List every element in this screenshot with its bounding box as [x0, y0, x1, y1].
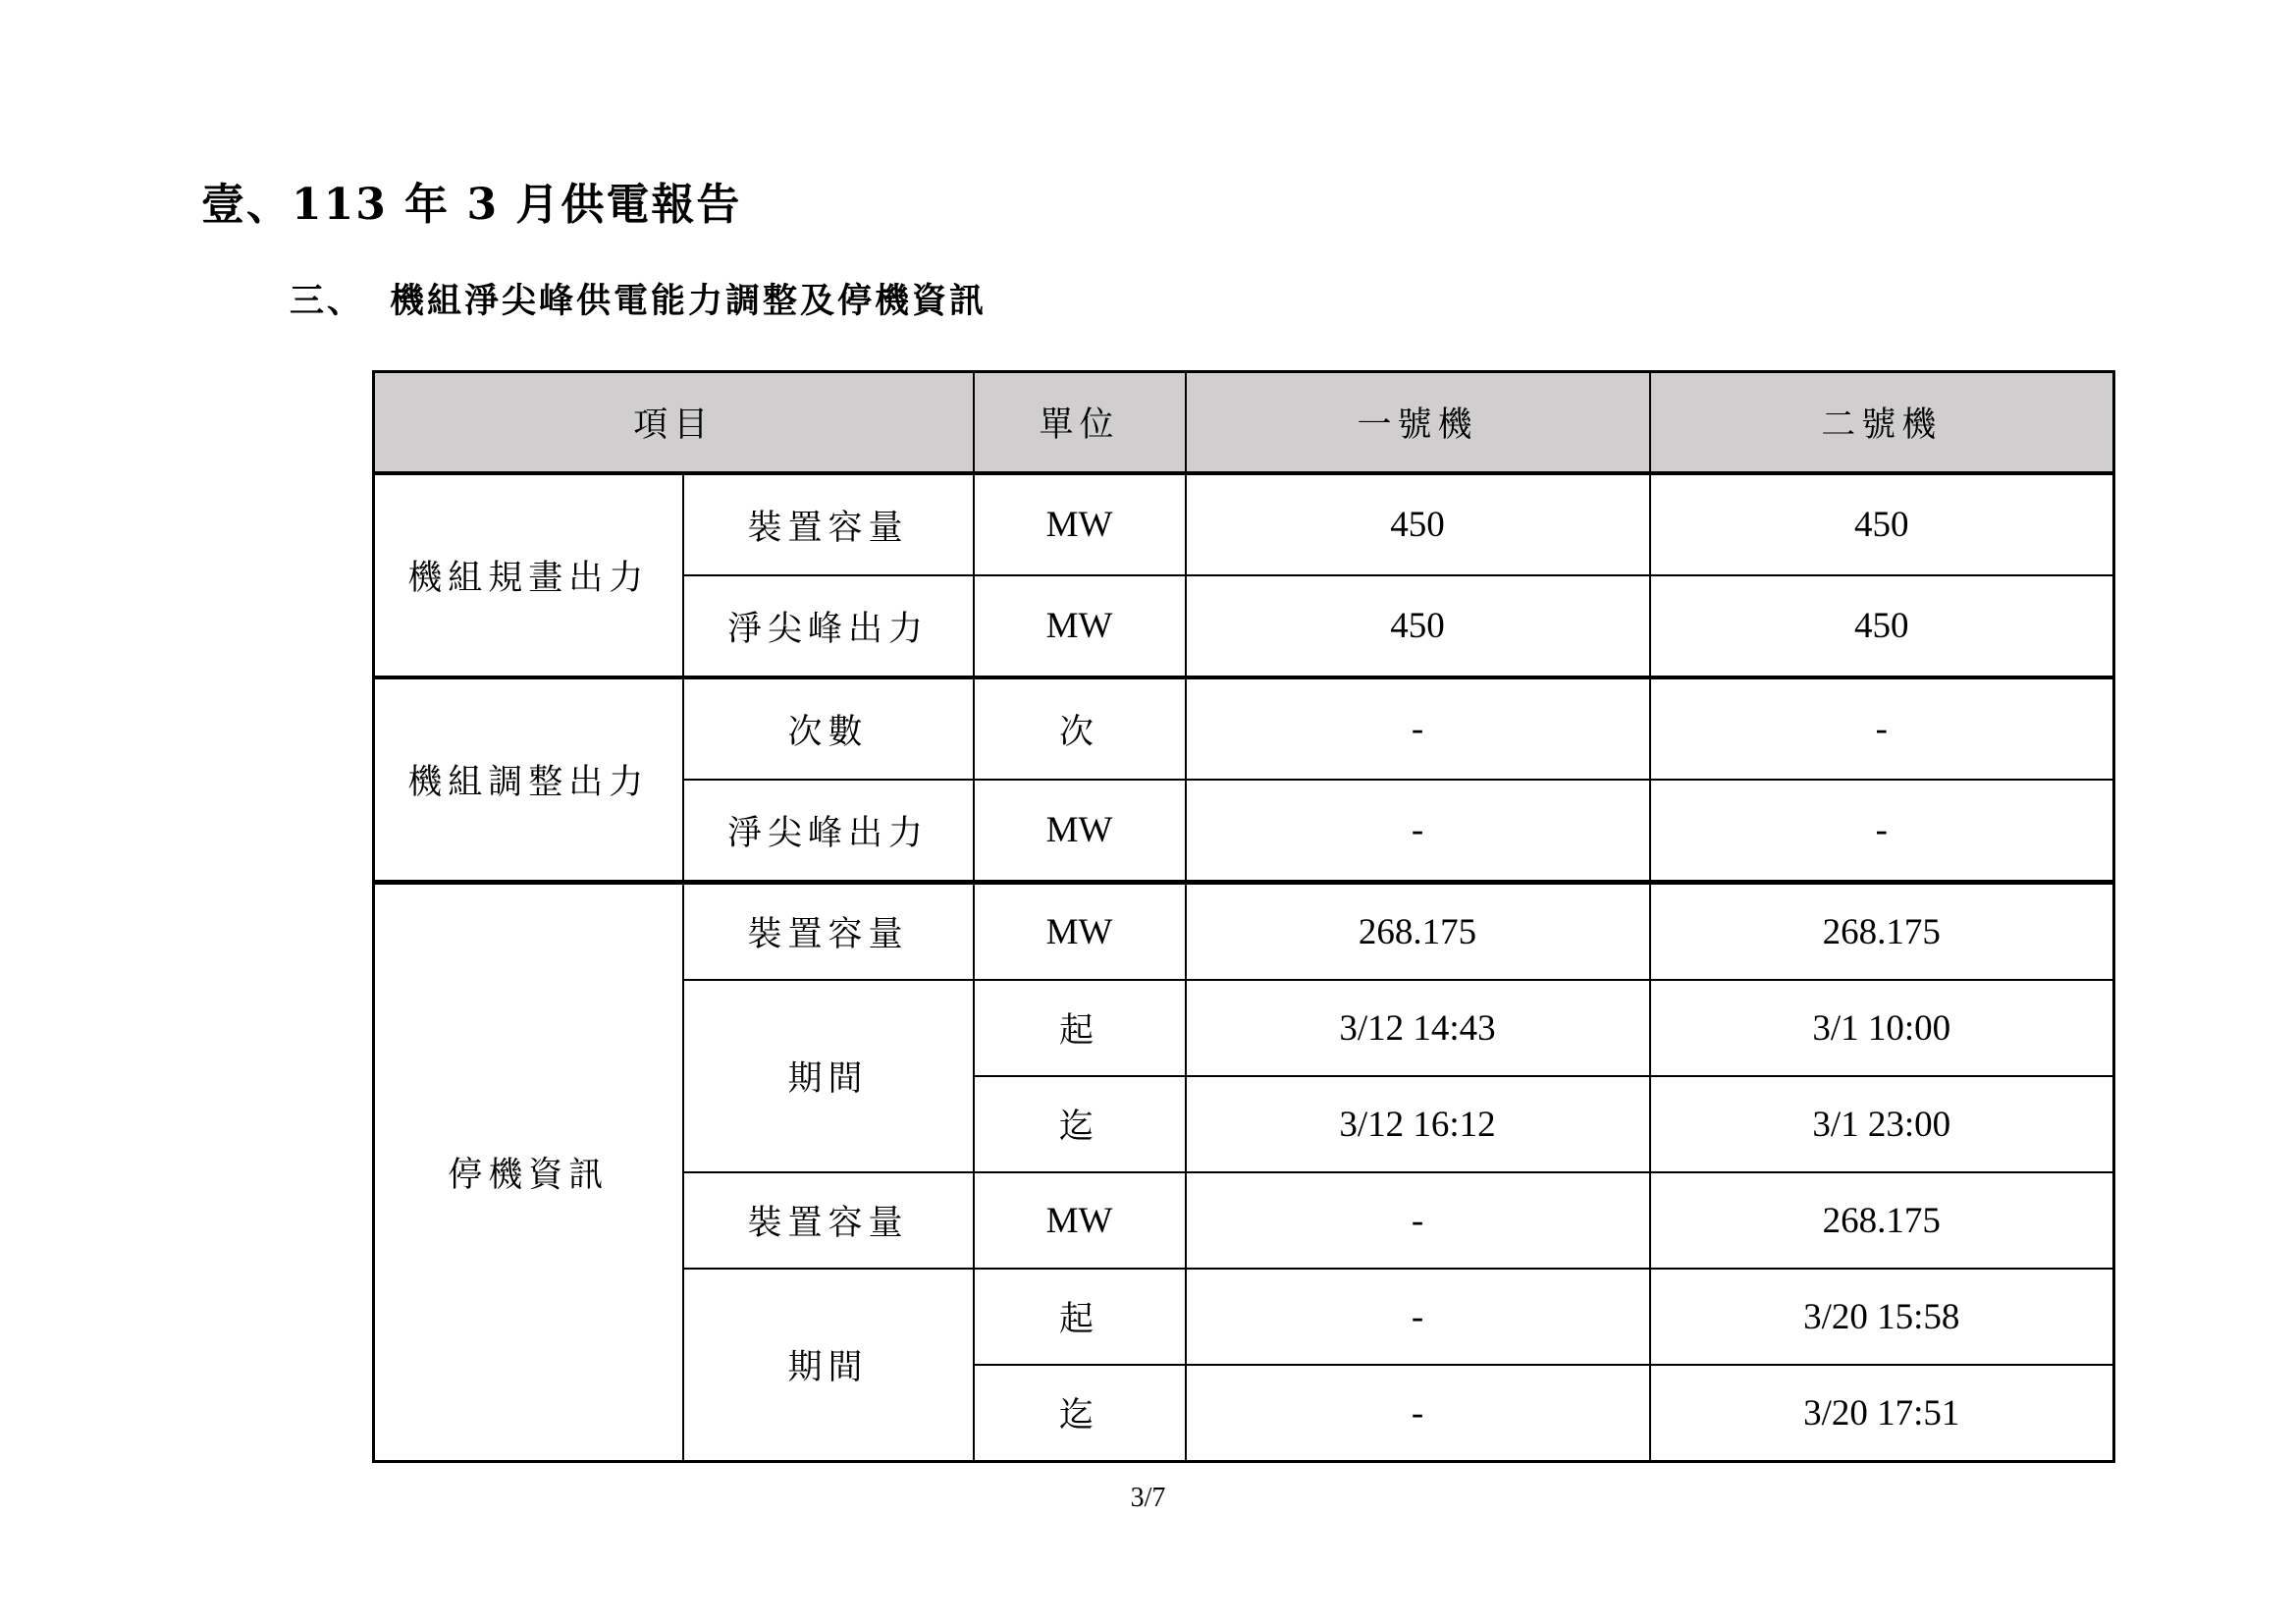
section-title: 機組淨尖峰供電能力調整及停機資訊	[390, 281, 988, 321]
end-label: 迄	[974, 1076, 1186, 1172]
report-title: 壹、113 年 3 月供電報告	[201, 180, 742, 230]
value-unit2: 450	[1650, 473, 2114, 575]
period-label: 期間	[683, 980, 974, 1172]
end-label: 迄	[974, 1365, 1186, 1462]
value-unit1: 3/12 16:12	[1186, 1076, 1650, 1172]
table-row	[374, 883, 2114, 981]
value-unit2: 268.175	[1650, 883, 2114, 981]
group-label-outage: 停機資訊	[374, 883, 683, 1462]
value-unit1: 450	[1186, 473, 1650, 575]
row-item: 裝置容量	[683, 883, 974, 981]
period-label: 期間	[683, 1269, 974, 1462]
table-row	[374, 677, 2114, 780]
value-unit1: -	[1186, 1172, 1650, 1269]
section-number: 三、	[290, 281, 365, 321]
row-unit: MW	[974, 883, 1186, 981]
header-item: 項目	[374, 372, 974, 474]
group-label-adjusted: 機組調整出力	[374, 677, 683, 883]
row-unit: MW	[974, 473, 1186, 575]
value-unit2: -	[1650, 677, 2114, 780]
value-unit2: 450	[1650, 575, 2114, 677]
value-unit2: 3/20 15:58	[1650, 1269, 2114, 1365]
value-unit2: 3/1 10:00	[1650, 980, 2114, 1076]
value-unit1: -	[1186, 677, 1650, 780]
value-unit1: -	[1186, 1269, 1650, 1365]
start-label: 起	[974, 980, 1186, 1076]
value-unit2: 3/1 23:00	[1650, 1076, 2114, 1172]
row-unit: MW	[974, 780, 1186, 883]
value-unit1: 268.175	[1186, 883, 1650, 981]
table-header-row	[374, 372, 2114, 474]
value-unit1: -	[1186, 780, 1650, 883]
value-unit2: 268.175	[1650, 1172, 2114, 1269]
header-unit2: 二號機	[1650, 372, 2114, 474]
row-item: 淨尖峰出力	[683, 575, 974, 677]
value-unit1: -	[1186, 1365, 1650, 1462]
row-item: 次數	[683, 677, 974, 780]
table-row	[374, 473, 2114, 575]
section-heading	[290, 274, 987, 323]
group-label-planned: 機組規畫出力	[374, 473, 683, 677]
value-unit1: 3/12 14:43	[1186, 980, 1650, 1076]
value-unit2: -	[1650, 780, 2114, 883]
row-unit: MW	[974, 1172, 1186, 1269]
header-unit1: 一號機	[1186, 372, 1650, 474]
row-unit: MW	[974, 575, 1186, 677]
start-label: 起	[974, 1269, 1186, 1365]
row-unit: 次	[974, 677, 1186, 780]
unit-capacity-table	[372, 370, 2115, 1463]
row-item: 裝置容量	[683, 1172, 974, 1269]
value-unit2: 3/20 17:51	[1650, 1365, 2114, 1462]
row-item: 淨尖峰出力	[683, 780, 974, 883]
header-unit: 單位	[974, 372, 1186, 474]
row-item: 裝置容量	[683, 473, 974, 575]
page-number: 3/7	[1130, 1483, 1166, 1513]
value-unit1: 450	[1186, 575, 1650, 677]
